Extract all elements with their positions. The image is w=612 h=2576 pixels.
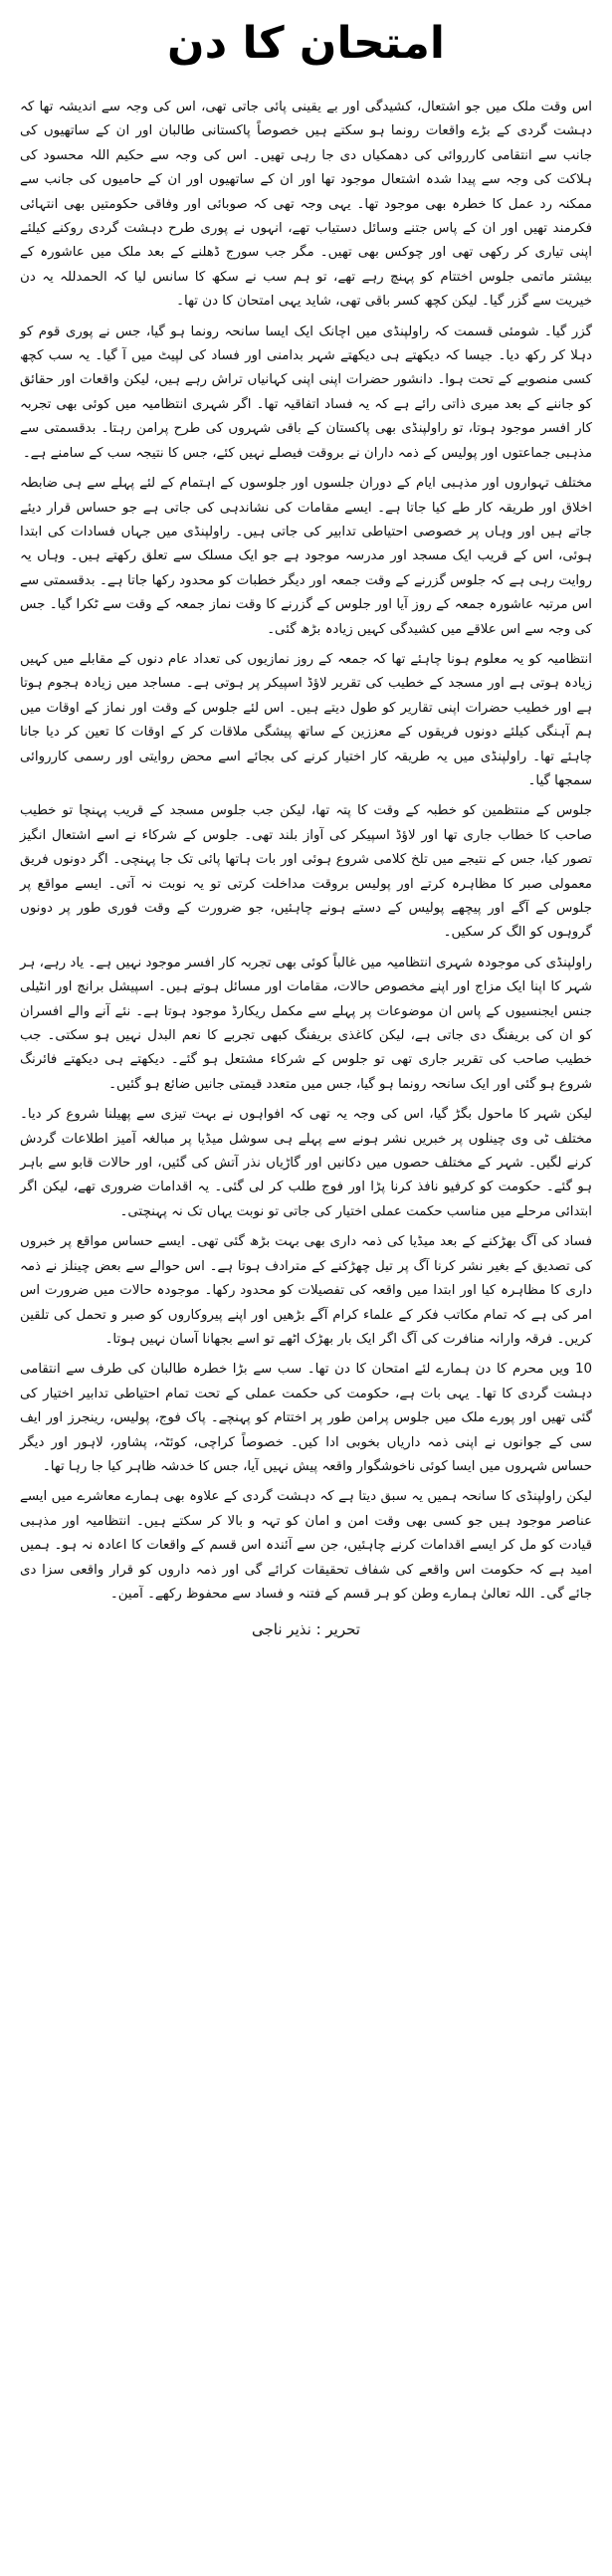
article-author: تحریر : نذیر ناجی	[252, 1620, 360, 1639]
article-paragraph: جلوس کے منتظمین کو خطبہ کے وقت کا پتہ تھا، لیکن جب جلوس مسجد کے قریب پہنچا تو خطیب صاحب کا خطاب جاری تھا اور لاؤڈ اسپیکر کی آواز بلند تھی۔ جلوس کے شرکاء نے اسے اشتعال انگیز تصور کیا، جس کے نتیجے میں تلخ کلامی شروع ہوئی اور بات ہاتھا پائی تک جا پہنچی۔ اگر دونوں فریق معمولی صبر کا مظاہرہ کرتے اور پولیس بروقت مداخلت کرتی تو یہ نوبت نہ آتی۔ ایسے مواقع پر جلوس کے آگے اور پیچھے پولیس کے دستے ہونے چاہئیں، جو ضرورت کے وقت فوری طور پر دونوں گروہوں کو الگ کر سکیں۔	[20, 803, 592, 941]
article-paragraph: فساد کی آگ بھڑکنے کے بعد میڈیا کی ذمہ داری بھی بہت بڑھ گئی تھی۔ ایسے حساس مواقع پر خبروں کی تصدیق کے بغیر نشر کرنا آگ پر تیل چھڑکنے کے مترادف ہوتا ہے۔ اس حوالے سے بعض چینلز نے ذمہ داری کا مظاہرہ کیا اور ابتدا میں واقعہ کی تفصیلات کو محدود رکھا۔ موجودہ حالات میں ضرورت اس امر کی ہے کہ تمام مکاتب فکر کے علماء کرام آگے بڑھیں اور اپنے پیروکاروں کو صبر و تحمل کی تلقین کریں۔ فرقہ وارانہ منافرت کی آگ اگر ایک بار بھڑک اٹھے تو اسے بجھانا آسان نہیں ہوتا۔	[20, 1234, 592, 1347]
article-body	[20, 96, 592, 1607]
article-paragraph: لیکن شہر کا ماحول بگڑ گیا، اس کی وجہ یہ تھی کہ افواہوں نے بہت تیزی سے پھیلنا شروع کر دیا۔ مختلف ٹی وی چینلوں پر خبریں نشر ہونے سے پہلے ہی سوشل میڈیا پر مبالغہ آمیز اطلاعات گردش کرنے لگیں۔ شہر کے مختلف حصوں میں دکانیں اور گاڑیاں نذر آتش کی گئیں، اور حالات قابو سے باہر ہو گئے۔ حکومت کو کرفیو نافذ کرنا پڑا اور فوج طلب کر لی گئی۔ یہ اقدامات ضروری تھے، لیکن اگر ابتدائی مرحلے میں مناسب حکمت عملی اختیار کی جاتی تو نوبت یہاں تک نہ پہنچتی۔	[20, 1107, 592, 1219]
article-paragraph: 10 ویں محرم کا دن ہمارے لئے امتحان کا دن تھا۔ سب سے بڑا خطرہ طالبان کی طرف سے انتقامی دہشت گردی کا تھا۔ یہی بات ہے، حکومت کی حکمت عملی کے تحت تمام احتیاطی تدابیر اختیار کی گئی تھیں اور پورے ملک میں جلوس پرامن طور پر اختتام کو پہنچے۔ پاک فوج، پولیس، رینجرز اور ایف سی کے جوانوں نے اپنی ذمہ داریاں بخوبی ادا کیں۔ خصوصاً کراچی، کوئٹہ، پشاور، لاہور اور دیگر حساس شہروں میں ایسا کوئی ناخوشگوار واقعہ پیش نہیں آیا، جس کا خدشہ ظاہر کیا جا رہا تھا۔	[20, 1362, 592, 1474]
article-paragraph: اس وقت ملک میں جو اشتعال، کشیدگی اور بے یقینی پائی جاتی تھی، اس کی وجہ سے اندیشہ تھا کہ دہشت گردی کے بڑے واقعات رونما ہو سکتے ہیں خصوصاً پاکستانی طالبان اور ان کے ساتھیوں کی جانب سے انتقامی کارروائی کی دھمکیاں دی جا رہی تھیں۔ اس کی وجہ سے حکیم اللہ محسود کی ہلاکت کی وجہ سے پیدا شدہ اشتعال موجود تھا اور ان کے ساتھیوں اور ان کے حامیوں کی جانب سے ممکنہ رد عمل کا خطرہ بھی موجود تھا۔ یہی وجہ تھی کہ صوبائی اور وفاقی حکومتیں بھی انتہائی فکرمند تھیں اور ان کے پاس جتنے وسائل دستیاب تھے، انہوں نے پوری طرح دہشت گردی روکنے کیلئے اپنی تیاری کر رکھی تھی اور چوکس بھی تھیں۔ مگر جب سورج ڈھلنے کے بعد ملک میں عاشورہ کے بیشتر ماتمی جلوس اختتام کو پہنچ رہے تھے، تو ہم سب نے سکھ کا سانس لیا کہ الحمدللہ یہ دن خیریت سے گزر گیا۔ لیکن کچھ کسر باقی تھی، شاید یہی امتحان کا دن تھا۔	[20, 100, 592, 310]
article-paragraph: مختلف تہواروں اور مذہبی ایام کے دوران جلسوں اور جلوسوں کے اہتمام کے لئے پہلے سے ہی ضابطہ اخلاق اور طریقہ کار طے کیا جاتا ہے۔ ایسے مقامات کی نشاندہی کی جاتی ہے جو حساس قرار دیئے جاتے ہیں اور وہاں پر خصوصی احتیاطی تدابیر کی جاتی ہیں۔ راولپنڈی میں جہاں فسادات کی ابتدا ہوئی، اس کے قریب ایک مسجد اور مدرسہ موجود ہے جو ایک مسلک سے تعلق رکھتے ہیں۔ وہاں یہ روایت رہی ہے کہ جلوس گزرنے کے وقت جمعہ اور دیگر خطبات کو محدود رکھا جاتا ہے۔ بدقسمتی سے اس مرتبہ عاشورہ جمعہ کے روز آیا اور جلوس کے گزرنے کا وقت نماز جمعہ کے وقت سے ٹکرا گیا۔ جس کی وجہ سے اس علاقے میں کشیدگی کہیں زیادہ بڑھ گئی۔	[20, 476, 592, 637]
article-paragraph: انتظامیہ کو یہ معلوم ہونا چاہئے تھا کہ جمعہ کے روز نمازیوں کی تعداد عام دنوں کے مقابلے میں کہیں زیادہ ہوتی ہے اور مسجد کے خطیب کی تقریر لاؤڈ اسپیکر پر ہوتی ہے۔ مساجد میں زیادہ ہجوم ہوتا ہے اور خطیب حضرات اپنی تقاریر کو طول دیتے ہیں۔ اس لئے جلوس کے وقت اور نماز کے اوقات میں ہم آہنگی کیلئے دونوں فریقوں کے معززین کے ساتھ پیشگی ملاقات کر کے اوقات کا تعین کر دیا جانا چاہئے تھا۔ راولپنڈی میں یہ طریقہ کار اختیار کرنے کی بجائے اسے محض روایتی اور رسمی کارروائی سمجھا گیا۔	[20, 651, 592, 788]
article-paragraph: راولپنڈی کی موجودہ شہری انتظامیہ میں غالباً کوئی بھی تجربہ کار افسر موجود نہیں ہے۔ یاد رہے، ہر شہر کا اپنا ایک مزاج اور اپنے مخصوص حالات، مقامات اور مسائل ہوتے ہیں۔ اسپیشل برانچ اور انٹیلی جنس ایجنسیوں کے پاس ان موضوعات پر پہلے سے مکمل ریکارڈ موجود ہوتا ہے۔ نئے آنے والے افسران کو ان کی بریفنگ دی جاتی ہے، لیکن کاغذی بریفنگ کبھی تجربے کا نعم البدل نہیں ہو سکتی۔ جب خطیب صاحب کی تقریر جاری تھی تو جلوس کے شرکاء مشتعل ہو گئے۔ دیکھتے ہی دیکھتے فائرنگ شروع ہو گئی اور ایک سانحہ رونما ہو گیا، جس میں متعدد قیمتی جانیں ضائع ہو گئیں۔	[20, 955, 592, 1092]
article-paragraph: لیکن راولپنڈی کا سانحہ ہمیں یہ سبق دیتا ہے کہ دہشت گردی کے علاوہ بھی ہمارے معاشرے میں ایسے عناصر موجود ہیں جو کسی بھی وقت امن و امان کو تہہ و بالا کر سکتے ہیں۔ انتظامیہ اور مذہبی قیادت کو مل کر ایسے اقدامات کرنے چاہئیں، جن سے آئندہ اس قسم کے واقعات کا اعادہ نہ ہو۔ ہمیں امید ہے کہ حکومت اس واقعے کی شفاف تحقیقات کرائے گی اور ذمہ داروں کو قرار واقعی سزا دی جائے گی۔ اللہ تعالیٰ ہمارے وطن کو ہر قسم کے فتنہ و فساد سے محفوظ رکھے۔ آمین۔	[20, 1489, 592, 1602]
article-title: امتحان کا دن	[167, 18, 445, 69]
article-paragraph: گزر گیا۔ شومئی قسمت کہ راولپنڈی میں اچانک ایک ایسا سانحہ رونما ہو گیا، جس نے پوری قوم کو دہلا کر رکھ دیا۔ جیسا کہ دیکھتے ہی دیکھتے شہر بدامنی اور فساد کی لپیٹ میں آ گیا۔ یہ سب کچھ کسی منصوبے کے تحت ہوا۔ دانشور حضرات اپنی اپنی کہانیاں تراش رہے ہیں، لیکن واقعات اور حقائق کو جاننے کے بعد میری ذاتی رائے ہے کہ یہ فساد اتفاقیہ تھا۔ اگر شہری انتظامیہ میں کوئی بھی تجربہ کار افسر موجود ہوتا، تو راولپنڈی بھی پاکستان کے باقی شہروں کی طرح پرامن رہتا۔ بدقسمتی سے مذہبی جماعتوں اور پولیس کے ذمہ داران نے بروقت فیصلے نہیں کئے، جس کا نتیجہ سب کے سامنے ہے۔	[20, 323, 592, 461]
